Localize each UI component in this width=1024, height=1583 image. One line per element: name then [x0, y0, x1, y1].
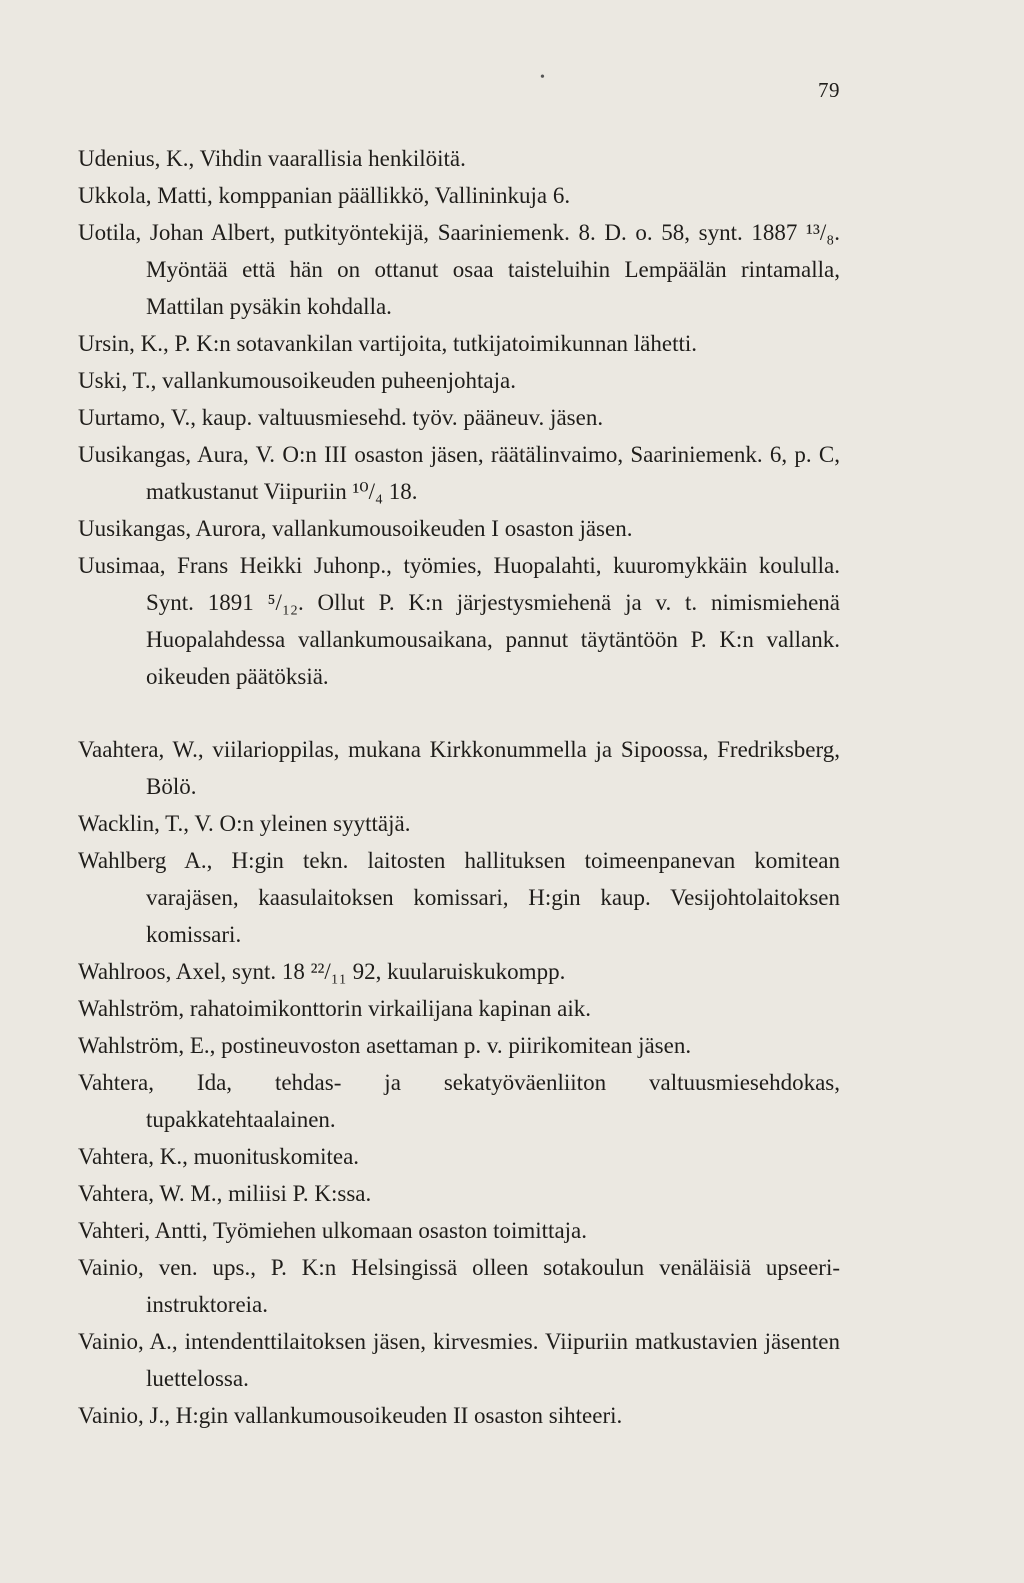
list-item: Wahlroos, Axel, synt. 18 ²²/₁₁ 92, kuularuiskukompp.	[78, 959, 566, 984]
list-item: Vaahtera, W., viilarioppilas, mukana Kirkkonummella ja Sipoossa, Fredriksberg, Bölö.	[78, 737, 840, 799]
page-number: 79	[818, 78, 840, 102]
list-item: Uusikangas, Aurora, vallankumousoikeuden I osaston jäsen.	[78, 516, 633, 541]
list-item: Udenius, K., Vihdin vaarallisia henkilöitä.	[78, 146, 466, 171]
list-item: Uurtamo, V., kaup. valtuusmiesehd. työv. pääneuv. jäsen.	[78, 405, 604, 430]
list-item: Uusimaa, Frans Heikki Juhonp., työmies, Huopalahti, kuuromykkäin koululla. Synt. 1891 ⁵/₁₂. Ollut P. K:n järjestysmiehenä ja v. t. nimismiehenä Huopalahdessa vallankumousaikana, pannut täytäntöön P. K:n vallank. oikeuden päätöksiä.	[78, 553, 840, 689]
list-item: Vahtera, K., muonituskomitea.	[78, 1144, 360, 1169]
list-item: Vahtera, W. M., miliisi P. K:ssa.	[78, 1181, 372, 1206]
list-item: Vainio, ven. ups., P. K:n Helsingissä olleen sotakoulun venäläisiä upseeri-instruktoreia.	[78, 1255, 840, 1317]
entry-list	[78, 140, 840, 1434]
list-item: Vainio, A., intendenttilaitoksen jäsen, kirvesmies. Viipuriin matkustavien jäsenten luettelossa.	[78, 1329, 840, 1391]
list-item: Wahlström, rahatoimikonttorin virkailijana kapinan aik.	[78, 996, 591, 1021]
list-item: Uotila, Johan Albert, putkityöntekijä, Saariniemenk. 8. D. o. 58, synt. 1887 ¹³/₈. Myöntää että hän on ottanut osaa taisteluihin Lempäälän rintamalla, Mattilan pysäkin kohdalla.	[78, 220, 840, 319]
list-item: Ursin, K., P. K:n sotavankilan vartijoita, tutkijatoimikunnan lähetti.	[78, 331, 698, 356]
list-item: Wacklin, T., V. O:n yleinen syyttäjä.	[78, 811, 411, 836]
page-mark: •	[540, 70, 545, 85]
list-item: Uski, T., vallankumousoikeuden puheenjohtaja.	[78, 368, 516, 393]
list-item: Vainio, J., H:gin vallankumousoikeuden II osaston sihteeri.	[78, 1403, 623, 1428]
list-item: Wahlström, E., postineuvoston asettaman p. v. piirikomitean jäsen.	[78, 1033, 692, 1058]
list-item: Vahteri, Antti, Työmiehen ulkomaan osaston toimittaja.	[78, 1218, 587, 1243]
list-item: Uusikangas, Aura, V. O:n III osaston jäsen, räätälinvaimo, Saariniemenk. 6, p. C, matkustanut Viipuriin ¹⁰/₄ 18.	[78, 442, 840, 504]
list-item: Vahtera, Ida, tehdas- ja sekatyöväenliiton valtuusmiesehdokas, tupakkatehtaalainen.	[78, 1070, 840, 1132]
list-item: Wahlberg A., H:gin tekn. laitosten hallituksen toimeenpanevan komitean varajäsen, kaasulaitoksen komissari, H:gin kaup. Vesijohtolaitoksen komissari.	[78, 848, 840, 947]
list-item: Ukkola, Matti, komppanian päällikkö, Vallininkuja 6.	[78, 183, 571, 208]
